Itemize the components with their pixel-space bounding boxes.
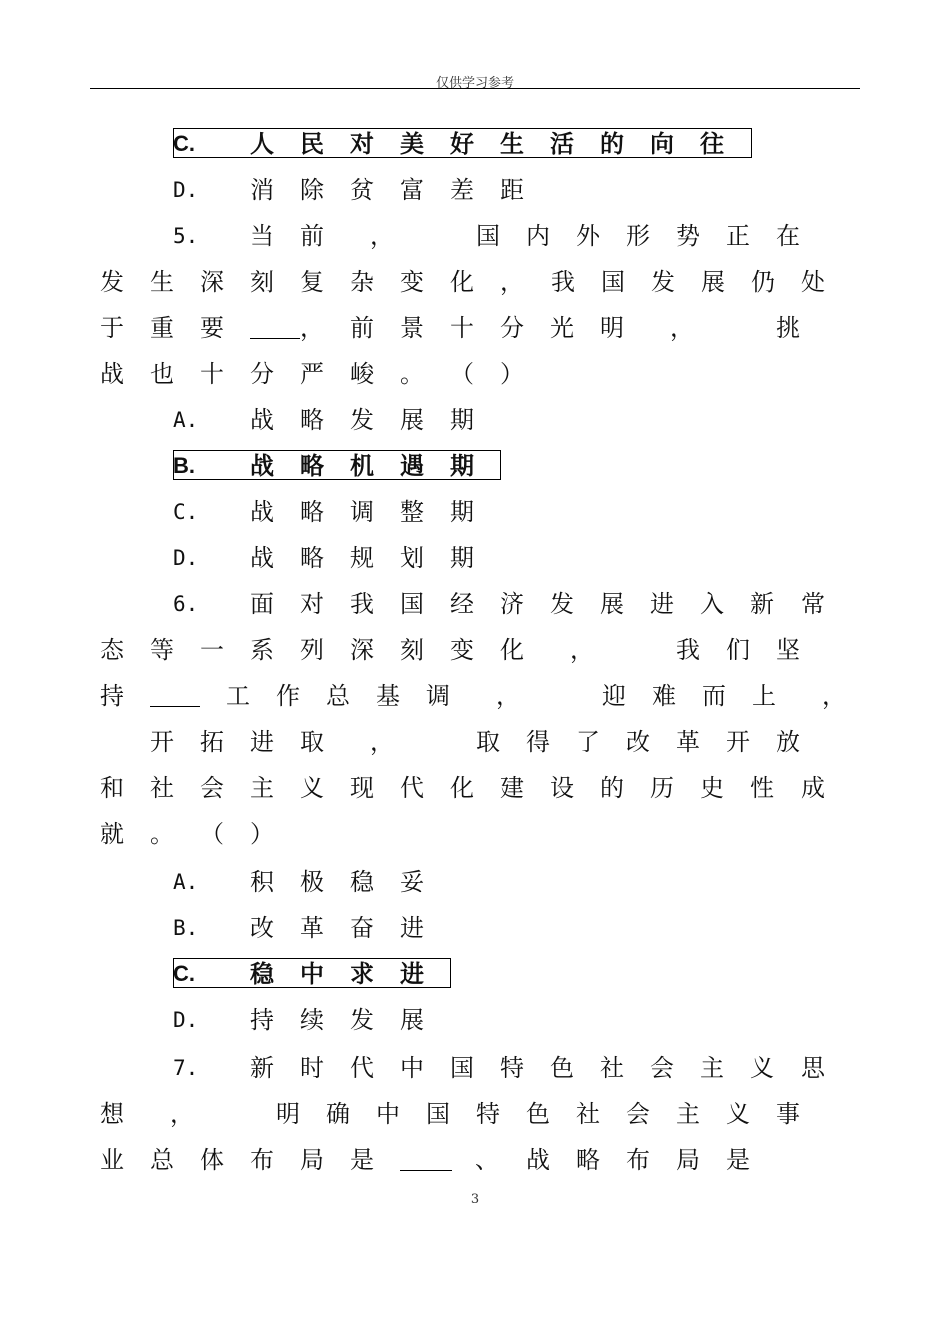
text-glyph: 作	[276, 682, 300, 710]
text-line-q6l3	[0, 678, 950, 714]
text-glyph: 开	[726, 728, 750, 756]
text-glyph: 改	[250, 914, 274, 942]
text-glyph: 拓	[200, 728, 224, 756]
text-glyph: A.	[173, 870, 199, 894]
text-line-q4d	[0, 172, 950, 208]
text-glyph: 差	[450, 176, 474, 204]
text-glyph: 就	[100, 820, 124, 848]
text-glyph: 深	[350, 636, 374, 664]
text-glyph: 色	[550, 1054, 574, 1082]
text-glyph: 的	[600, 774, 624, 802]
text-glyph: 内	[526, 222, 550, 250]
text-glyph: （	[200, 820, 224, 848]
text-glyph: 和	[100, 774, 124, 802]
text-glyph: 对	[350, 129, 374, 158]
text-glyph: 进	[400, 914, 424, 942]
text-glyph: 。	[150, 820, 174, 848]
text-glyph: 续	[300, 1006, 324, 1034]
text-glyph: 深	[200, 268, 224, 296]
text-glyph: ，	[500, 268, 524, 296]
text-glyph: 常	[801, 590, 825, 618]
text-glyph: ）	[250, 820, 274, 848]
text-glyph: 了	[576, 728, 600, 756]
text-glyph: 形	[626, 222, 650, 250]
text-glyph: 特	[500, 1054, 524, 1082]
text-glyph: 国	[400, 590, 424, 618]
text-glyph: 时	[300, 1054, 324, 1082]
text-glyph: 消	[250, 176, 274, 204]
text-glyph: 思	[801, 1054, 825, 1082]
text-glyph: 基	[376, 682, 400, 710]
text-glyph: 求	[350, 959, 374, 988]
text-glyph: 国	[601, 268, 625, 296]
text-glyph: 济	[500, 590, 524, 618]
text-glyph: 前	[350, 314, 374, 342]
text-glyph: 7.	[173, 1056, 199, 1080]
text-line-q6l1	[0, 586, 950, 622]
text-glyph: 挑	[776, 314, 800, 342]
text-glyph: 社	[576, 1100, 600, 1128]
page-number: 3	[470, 1192, 480, 1207]
fill-in-blank	[150, 678, 200, 707]
text-glyph: 取	[476, 728, 500, 756]
text-glyph: 前	[300, 222, 324, 250]
text-glyph: 新	[250, 1054, 274, 1082]
text-line-q6l5	[0, 770, 950, 806]
text-glyph: 略	[300, 406, 324, 434]
text-glyph: 代	[350, 1054, 374, 1082]
text-glyph: 化	[450, 774, 474, 802]
text-glyph: 景	[400, 314, 424, 342]
text-glyph: 局	[676, 1146, 700, 1174]
text-glyph: 经	[450, 590, 474, 618]
text-glyph: 革	[676, 728, 700, 756]
header-rule	[90, 88, 860, 89]
text-glyph: 特	[476, 1100, 500, 1128]
text-line-q5d	[0, 540, 950, 576]
text-glyph: 展	[600, 590, 624, 618]
text-glyph: （	[450, 360, 474, 388]
text-glyph: 光	[550, 314, 574, 342]
text-glyph: 会	[200, 774, 224, 802]
text-line-q5l1	[0, 218, 950, 254]
text-glyph: 分	[500, 314, 524, 342]
text-glyph: 略	[300, 498, 324, 526]
text-glyph: 性	[750, 774, 774, 802]
text-glyph: 是	[726, 1146, 750, 1174]
text-glyph: 积	[250, 868, 274, 896]
text-glyph: 进	[650, 590, 674, 618]
text-glyph: 得	[526, 728, 550, 756]
text-glyph: 展	[701, 268, 725, 296]
text-glyph: ，	[670, 314, 694, 342]
text-glyph: 想	[100, 1100, 124, 1128]
text-glyph: 距	[500, 176, 524, 204]
text-glyph: 改	[626, 728, 650, 756]
text-glyph: 重	[150, 314, 174, 342]
text-glyph: 机	[350, 451, 374, 480]
text-line-q6b	[0, 910, 950, 946]
text-glyph: C.	[173, 500, 199, 524]
text-glyph: 期	[450, 406, 474, 434]
fill-in-blank	[400, 1142, 452, 1171]
text-glyph: 战	[100, 360, 124, 388]
text-glyph: 6.	[173, 592, 199, 616]
text-glyph: 刻	[250, 268, 274, 296]
text-glyph: 也	[150, 360, 174, 388]
text-glyph: 略	[576, 1146, 600, 1174]
text-glyph: 对	[300, 590, 324, 618]
text-glyph: 活	[550, 129, 574, 158]
text-glyph: 迎	[602, 682, 626, 710]
text-glyph: 美	[400, 129, 424, 158]
text-glyph: 国	[450, 1054, 474, 1082]
text-glyph: 期	[450, 498, 474, 526]
text-glyph: 色	[526, 1100, 550, 1128]
text-glyph: 历	[650, 774, 674, 802]
text-glyph: 会	[626, 1100, 650, 1128]
text-glyph: 战	[250, 498, 274, 526]
text-glyph: C.	[173, 961, 195, 986]
text-glyph: 除	[300, 176, 324, 204]
text-glyph: 成	[801, 774, 825, 802]
text-glyph: 我	[350, 590, 374, 618]
text-glyph: 开	[150, 728, 174, 756]
text-glyph: 人	[250, 129, 274, 158]
text-glyph: 展	[400, 1006, 424, 1034]
text-glyph: 会	[650, 1054, 674, 1082]
text-glyph: 发	[350, 406, 374, 434]
text-glyph: 整	[400, 498, 424, 526]
text-glyph: 工	[226, 682, 250, 710]
text-glyph: 复	[300, 268, 324, 296]
text-glyph: 进	[400, 959, 424, 988]
text-glyph: 态	[100, 636, 124, 664]
text-glyph: C.	[173, 131, 195, 156]
text-glyph: 外	[576, 222, 600, 250]
text-glyph: 向	[650, 129, 674, 158]
text-glyph: 国	[426, 1100, 450, 1128]
text-glyph: 现	[350, 774, 374, 802]
text-line-q5l4	[0, 356, 950, 392]
text-glyph: B.	[173, 453, 195, 478]
text-glyph: 势	[676, 222, 700, 250]
text-glyph: 十	[450, 314, 474, 342]
text-glyph: 新	[750, 590, 774, 618]
text-glyph: 战	[526, 1146, 550, 1174]
text-glyph: 战	[250, 544, 274, 572]
text-glyph: 划	[400, 544, 424, 572]
text-glyph: 列	[300, 636, 324, 664]
text-glyph: 事	[776, 1100, 800, 1128]
text-line-q6c	[0, 956, 950, 992]
text-glyph: 进	[250, 728, 274, 756]
text-glyph: 富	[400, 176, 424, 204]
text-line-q6l4	[0, 724, 950, 760]
text-line-q7l3	[0, 1142, 950, 1178]
text-glyph: ，	[496, 682, 520, 710]
text-glyph: 持	[250, 1006, 274, 1034]
text-glyph: 系	[250, 636, 274, 664]
text-glyph: 发	[550, 590, 574, 618]
text-glyph: 放	[776, 728, 800, 756]
text-glyph: 取	[300, 728, 324, 756]
text-glyph: 5.	[173, 224, 199, 248]
text-glyph: 。	[400, 360, 424, 388]
text-glyph: 稳	[250, 959, 274, 988]
text-glyph: 中	[300, 959, 324, 988]
text-glyph: 义	[726, 1100, 750, 1128]
text-glyph: 调	[350, 498, 374, 526]
text-glyph: 中	[376, 1100, 400, 1128]
text-glyph: 革	[300, 914, 324, 942]
text-glyph: 主	[700, 1054, 724, 1082]
text-glyph: 总	[326, 682, 350, 710]
text-glyph: 调	[426, 682, 450, 710]
text-glyph: 期	[450, 451, 474, 480]
text-glyph: 生	[500, 129, 524, 158]
text-glyph: 代	[400, 774, 424, 802]
text-glyph: 杂	[350, 268, 374, 296]
text-glyph: 布	[250, 1146, 274, 1174]
text-line-q6l2	[0, 632, 950, 668]
text-glyph: 我	[676, 636, 700, 664]
text-glyph: 社	[600, 1054, 624, 1082]
text-glyph: 史	[700, 774, 724, 802]
text-glyph: 上	[752, 682, 776, 710]
text-glyph: 建	[500, 774, 524, 802]
text-glyph: ，	[370, 222, 394, 250]
text-glyph: 面	[250, 590, 274, 618]
text-glyph: 处	[801, 268, 825, 296]
text-glyph: 要	[200, 314, 224, 342]
text-glyph: 规	[350, 544, 374, 572]
text-glyph: 仍	[751, 268, 775, 296]
text-glyph: A.	[173, 408, 199, 432]
text-line-q4c	[0, 126, 950, 162]
text-glyph: ，	[822, 682, 846, 710]
text-glyph: 战	[250, 406, 274, 434]
text-line-q7l2	[0, 1096, 950, 1132]
text-line-q5l3	[0, 310, 950, 346]
text-line-q5b	[0, 448, 950, 484]
text-glyph: 正	[726, 222, 750, 250]
text-line-q6d	[0, 1002, 950, 1038]
text-glyph: 变	[400, 268, 424, 296]
text-line-q7l1	[0, 1050, 950, 1086]
text-glyph: 而	[702, 682, 726, 710]
text-glyph: D.	[173, 1008, 199, 1032]
text-glyph: 期	[450, 544, 474, 572]
text-line-q6l6	[0, 816, 950, 852]
text-glyph: 化	[500, 636, 524, 664]
page-header: 仅供学习参考	[435, 76, 514, 91]
text-glyph: 一	[200, 636, 224, 664]
text-glyph: 贫	[350, 176, 374, 204]
text-glyph: 往	[700, 129, 724, 158]
text-glyph: 略	[300, 451, 324, 480]
text-glyph: 十	[200, 360, 224, 388]
text-glyph: ，	[570, 636, 594, 664]
text-glyph: 坚	[776, 636, 800, 664]
text-glyph: 展	[400, 406, 424, 434]
text-glyph: 奋	[350, 914, 374, 942]
text-glyph: 极	[300, 868, 324, 896]
text-glyph: 略	[300, 544, 324, 572]
text-glyph: 分	[250, 360, 274, 388]
text-glyph: 确	[326, 1100, 350, 1128]
text-glyph: 发	[651, 268, 675, 296]
text-glyph: D.	[173, 546, 199, 570]
text-glyph: 义	[750, 1054, 774, 1082]
text-glyph: 化	[450, 268, 474, 296]
text-glyph: 设	[550, 774, 574, 802]
text-glyph: 刻	[400, 636, 424, 664]
text-glyph: 入	[700, 590, 724, 618]
text-glyph: 持	[100, 682, 124, 710]
text-glyph: 体	[200, 1146, 224, 1174]
text-glyph: 主	[250, 774, 274, 802]
text-line-q6a	[0, 864, 950, 900]
text-glyph: 难	[652, 682, 676, 710]
text-glyph: 民	[300, 129, 324, 158]
text-glyph: 于	[100, 314, 124, 342]
text-glyph: 等	[150, 636, 174, 664]
text-line-q5l2	[0, 264, 950, 300]
text-line-q5c	[0, 494, 950, 530]
text-glyph: ，	[370, 728, 394, 756]
fill-in-blank	[250, 310, 300, 339]
text-glyph: 布	[626, 1146, 650, 1174]
text-line-q5a	[0, 402, 950, 438]
text-glyph: 当	[250, 222, 274, 250]
text-glyph: D.	[173, 178, 199, 202]
text-glyph: 峻	[350, 360, 374, 388]
text-glyph: ，	[170, 1100, 194, 1128]
text-glyph: 生	[150, 268, 174, 296]
text-glyph: 明	[276, 1100, 300, 1128]
text-glyph: 主	[676, 1100, 700, 1128]
text-glyph: 变	[450, 636, 474, 664]
text-glyph: 好	[450, 129, 474, 158]
text-glyph: 发	[350, 1006, 374, 1034]
text-glyph: 严	[300, 360, 324, 388]
text-glyph: 我	[551, 268, 575, 296]
text-glyph: ，	[300, 314, 324, 342]
text-glyph: 战	[250, 451, 274, 480]
text-glyph: 、	[475, 1146, 499, 1174]
text-glyph: 稳	[350, 868, 374, 896]
text-glyph: 妥	[400, 868, 424, 896]
text-glyph: ）	[500, 360, 524, 388]
text-glyph: 业	[100, 1146, 124, 1174]
text-glyph: B.	[173, 916, 199, 940]
text-glyph: 是	[350, 1146, 374, 1174]
text-glyph: 总	[150, 1146, 174, 1174]
text-glyph: 国	[476, 222, 500, 250]
text-glyph: 们	[726, 636, 750, 664]
text-glyph: 的	[600, 129, 624, 158]
text-glyph: 中	[400, 1054, 424, 1082]
text-glyph: 社	[150, 774, 174, 802]
text-glyph: 遇	[400, 451, 424, 480]
text-glyph: 局	[300, 1146, 324, 1174]
text-glyph: 在	[776, 222, 800, 250]
text-glyph: 发	[100, 268, 124, 296]
text-glyph: 义	[300, 774, 324, 802]
text-glyph: 明	[600, 314, 624, 342]
